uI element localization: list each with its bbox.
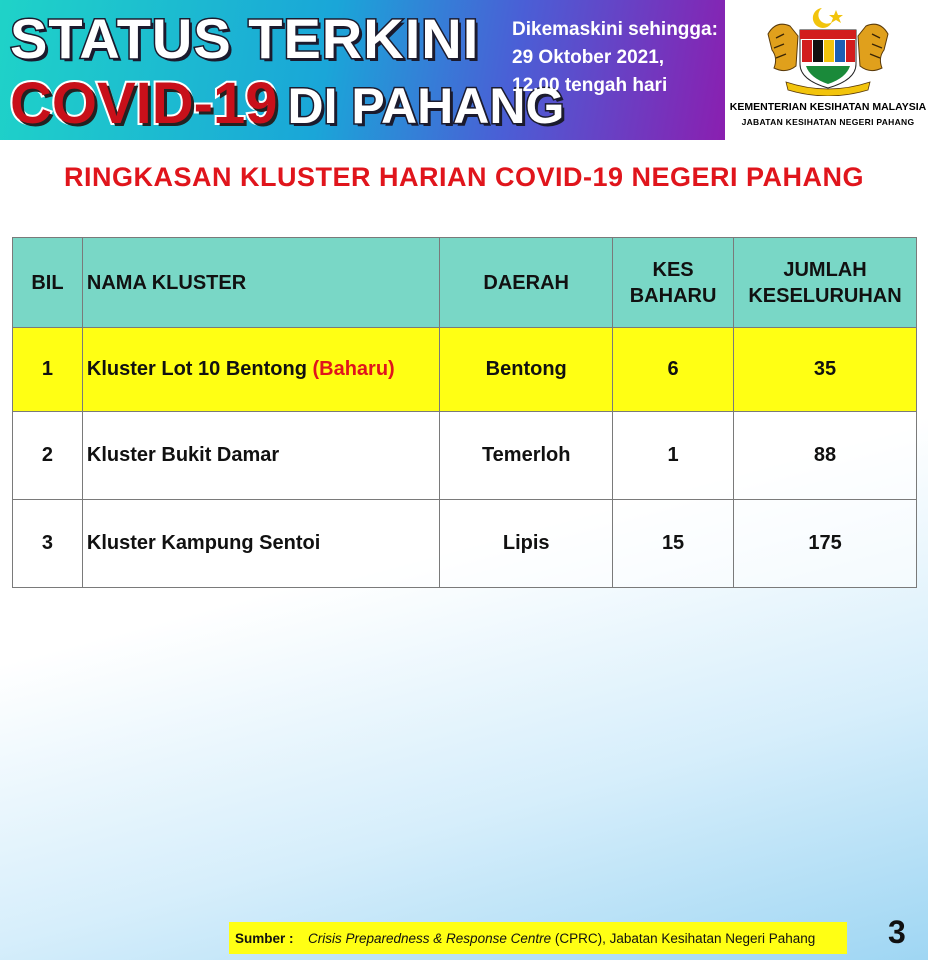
cell-total: 35 <box>734 328 917 412</box>
cell-total: 175 <box>734 500 917 588</box>
header-bil: BIL <box>13 238 83 328</box>
cell-bil: 2 <box>13 412 83 500</box>
cell-new-cases: 15 <box>613 500 734 588</box>
header-total-line1: JUMLAH <box>783 258 867 281</box>
source-note <box>229 922 847 954</box>
ministry-logo <box>728 0 928 140</box>
section-title: RINGKASAN KLUSTER HARIAN COVID-19 NEGERI PAHANG <box>63 162 865 192</box>
header-cluster-name: NAMA KLUSTER <box>82 238 439 328</box>
table-row <box>13 412 917 500</box>
update-time: 12.00 tengah hari <box>512 75 668 96</box>
cluster-name-text: Kluster Lot 10 Bentong <box>86 358 307 380</box>
department-name: JABATAN KESIHATAN NEGERI PAHANG <box>741 117 915 127</box>
banner-title: STATUS TERKINI <box>10 7 480 70</box>
table-row <box>13 328 917 412</box>
header-total <box>734 238 917 328</box>
cell-district: Lipis <box>440 500 613 588</box>
cell-new-cases: 1 <box>613 412 734 500</box>
cell-bil: 1 <box>13 328 83 412</box>
cell-bil: 3 <box>13 500 83 588</box>
header-banner <box>0 0 725 140</box>
banner-covid-word: COVID-19 <box>10 71 278 136</box>
header-new-cases-line1: KES <box>652 258 694 281</box>
update-info <box>512 16 722 100</box>
cell-cluster-name: Kluster Kampung Sentoi <box>82 500 439 588</box>
cell-total: 88 <box>734 412 917 500</box>
banner-subtitle <box>10 70 564 137</box>
table-row <box>13 500 917 588</box>
table-header-row <box>13 238 917 328</box>
cell-district: Bentong <box>440 328 613 412</box>
cell-district: Temerloh <box>440 412 613 500</box>
header-total-line2: KESELURUHAN <box>748 284 902 307</box>
cell-cluster-name: Kluster Bukit Damar <box>82 412 439 500</box>
cell-new-cases: 6 <box>613 328 734 412</box>
cell-cluster-name <box>82 328 439 412</box>
malaysia-coat-of-arms-icon <box>762 4 894 96</box>
cluster-table <box>12 237 917 588</box>
ministry-name: KEMENTERIAN KESIHATAN MALAYSIA <box>729 101 927 113</box>
new-cluster-tag: (Baharu) <box>312 358 395 380</box>
source-label: Sumber : <box>235 930 294 946</box>
source-organization: Crisis Preparedness & Response Centre <box>308 930 552 946</box>
page-number: 3 <box>888 914 906 950</box>
banner-state-word: DI PAHANG <box>287 78 565 134</box>
update-date: 29 Oktober 2021, <box>512 47 665 68</box>
source-detail: (CPRC), Jabatan Kesihatan Negeri Pahang <box>551 930 816 946</box>
header-district: DAERAH <box>440 238 613 328</box>
update-label: Dikemaskini sehingga: <box>512 19 718 40</box>
header-new-cases-line2: BAHARU <box>629 284 717 307</box>
header-new-cases <box>613 238 734 328</box>
